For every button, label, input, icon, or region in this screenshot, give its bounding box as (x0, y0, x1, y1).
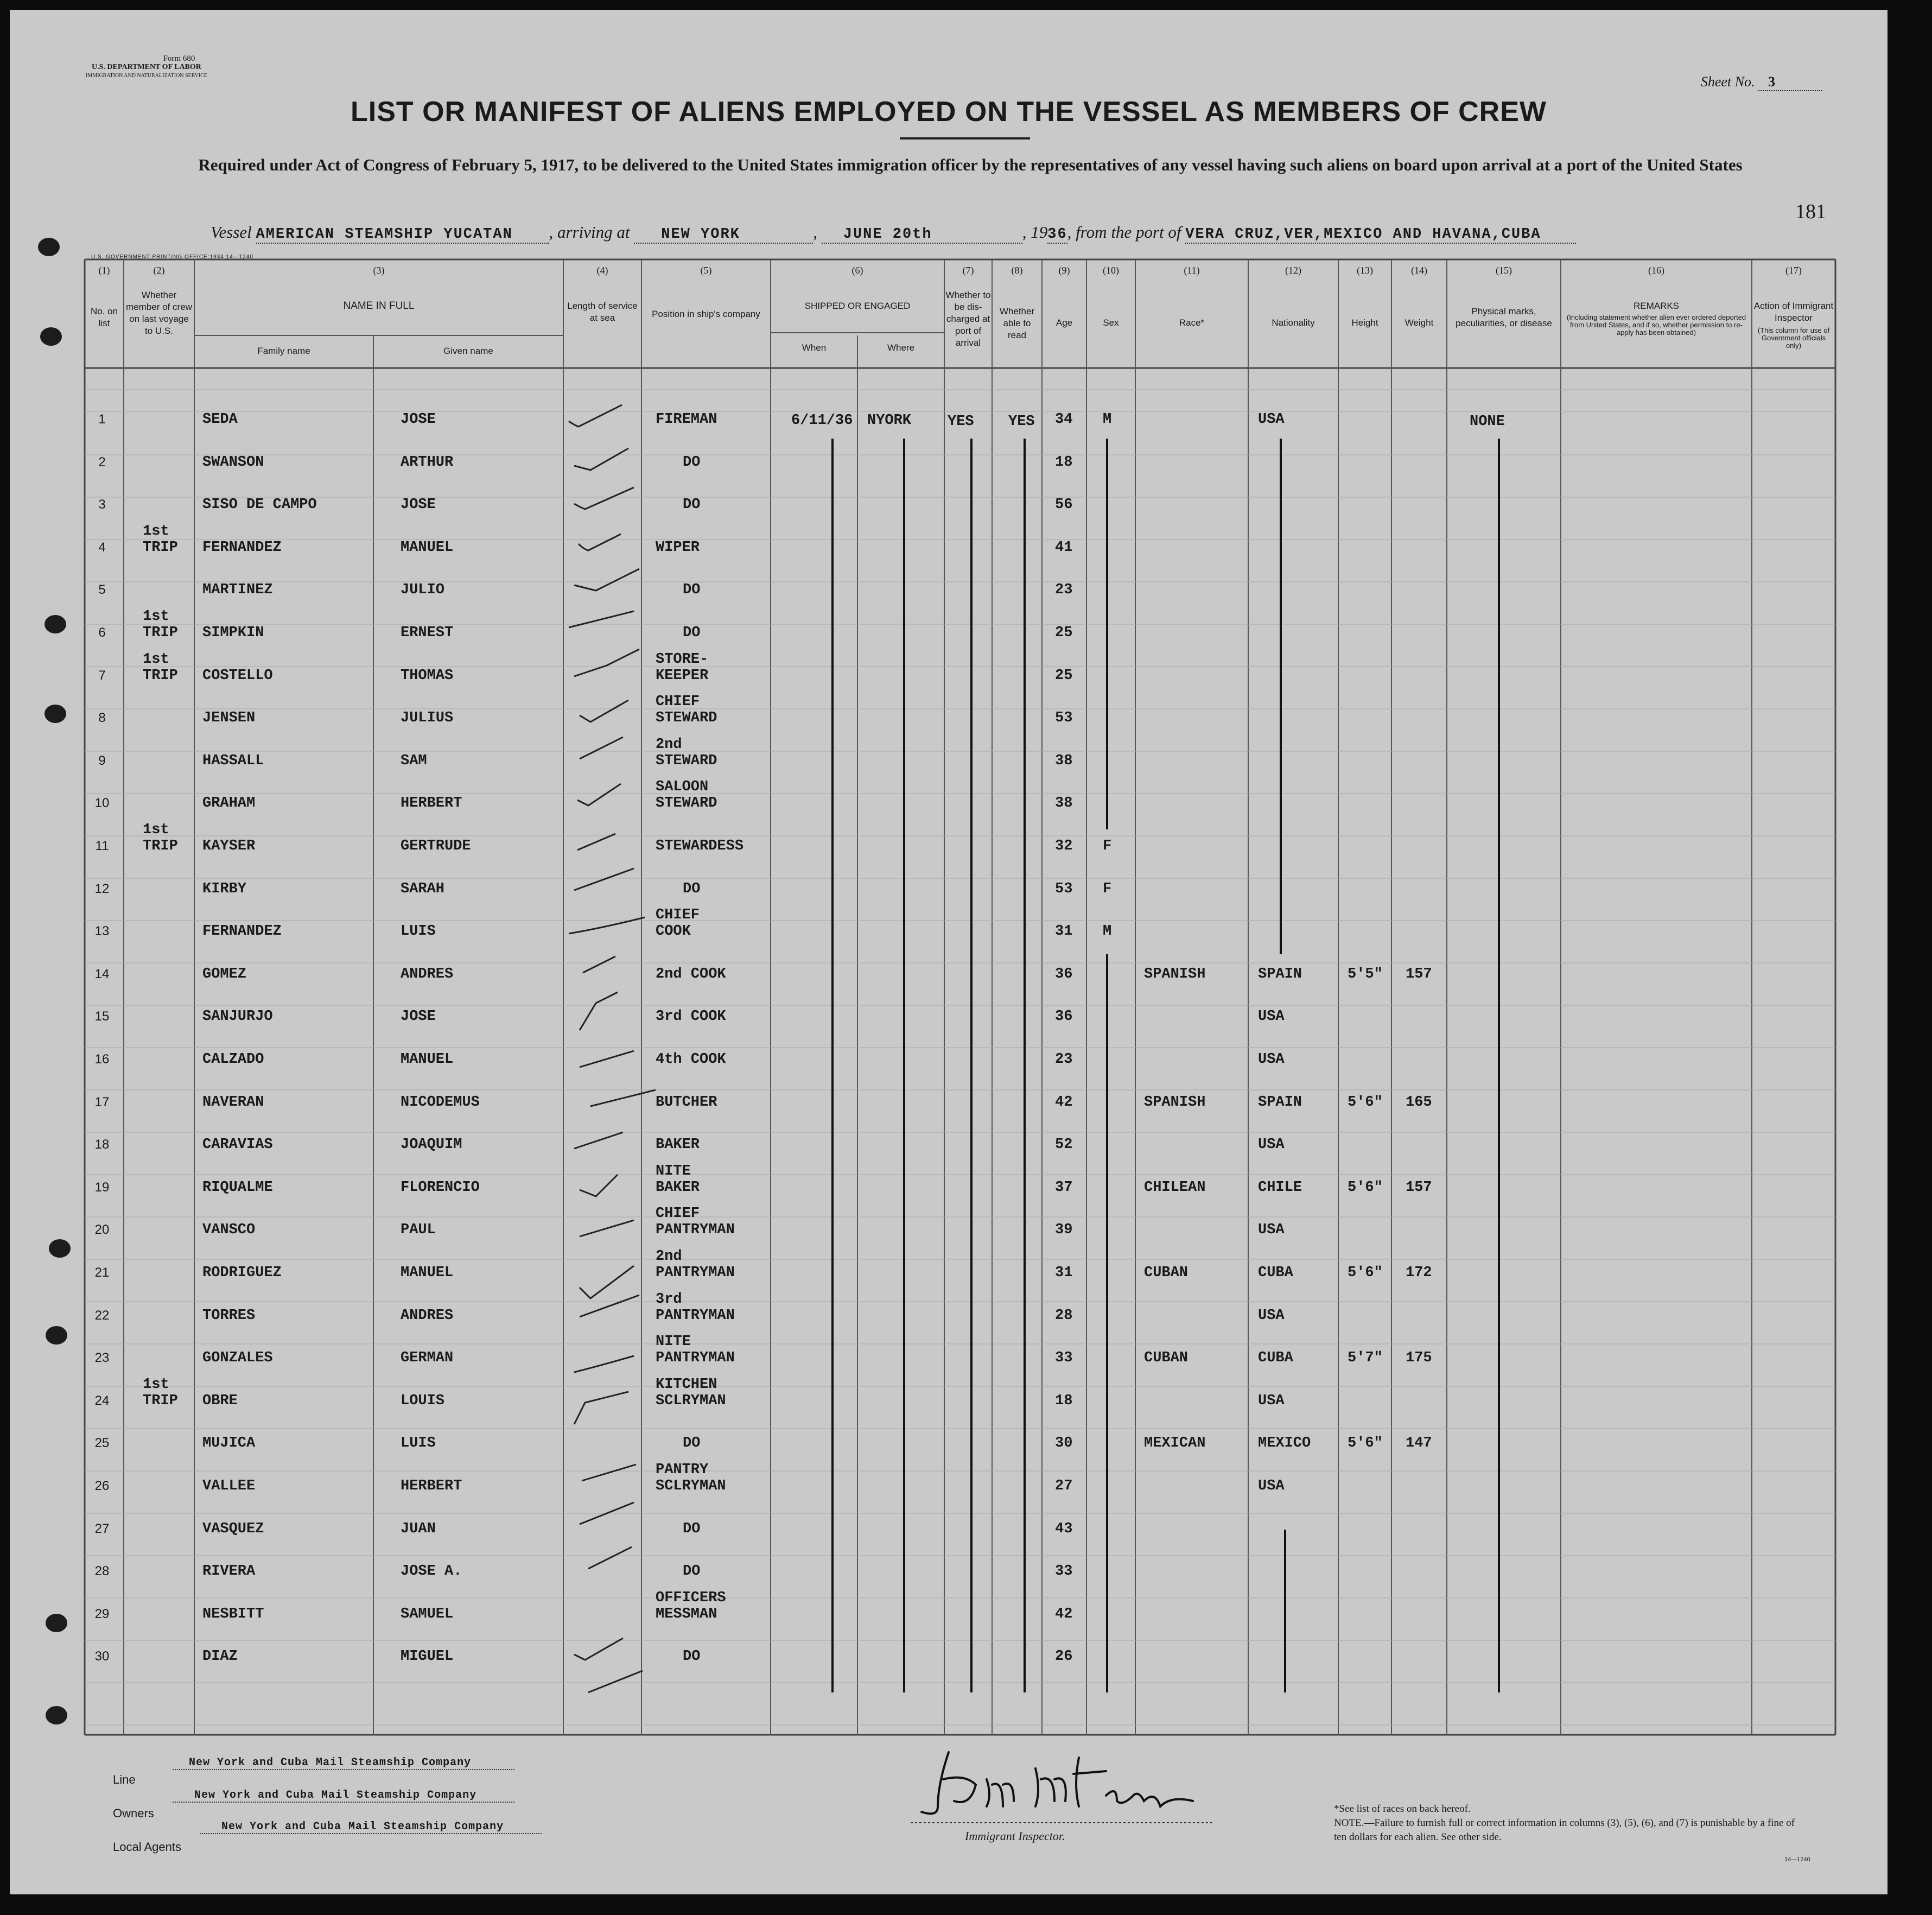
given-name: PAUL (401, 1222, 436, 1239)
table-row (10, 779, 1887, 836)
vessel-name: AMERICAN STEAMSHIP YUCATAN (256, 226, 513, 243)
header-no-on-list: No. on list (90, 306, 118, 328)
given-name: JOSE (401, 411, 436, 428)
family-name: HASSALL (202, 752, 264, 769)
weight: 175 (1406, 1350, 1432, 1367)
row-number: 1 (98, 412, 106, 427)
header-physical-marks: Physical marks, peculiarities, or disease (1456, 306, 1552, 328)
page-title: LIST OR MANIFEST OF ALIENS EMPLOYED ON THE VESSEL AS MEMBERS OF CREW (351, 96, 1547, 128)
age: 33 (1055, 1350, 1073, 1367)
position: 3rd PANTRYMAN (656, 1291, 735, 1324)
table-row (10, 1050, 1887, 1093)
family-name: VALLEE (202, 1478, 256, 1494)
family-name: DIAZ (202, 1648, 238, 1665)
nationality: USA (1258, 411, 1285, 428)
column-number: (5) (700, 265, 712, 276)
family-name: RIVERA (202, 1563, 256, 1580)
row-number: 3 (98, 497, 106, 512)
age: 31 (1055, 923, 1073, 940)
given-name: MANUEL (401, 539, 454, 556)
row-number: 11 (95, 839, 109, 853)
row-number: 20 (94, 1222, 110, 1238)
position: DO (683, 1563, 701, 1580)
header-weight: Weight (1404, 318, 1434, 328)
family-name: NESBITT (202, 1606, 264, 1622)
position: DO (683, 497, 701, 513)
table-row (10, 1206, 1887, 1263)
table-row (10, 1136, 1887, 1178)
given-name: HERBERT (401, 1478, 462, 1494)
family-name: MARTINEZ (202, 582, 273, 599)
row-number: 7 (98, 668, 106, 683)
last-voyage-note: 1st TRIP (143, 822, 178, 854)
vessel-line: Vessel AMERICAN STEAMSHIP YUCATAN , arriving at NEW YORK , JUNE 20th , 1936, from the port of VERA CRUZ,VER,MEXICO AND HAVANA,CUBA (211, 223, 1576, 244)
age: 33 (1055, 1563, 1073, 1580)
column-number: (10) (1103, 265, 1119, 276)
title-rule (900, 137, 1030, 139)
position: 3rd COOK (656, 1009, 726, 1025)
table-row (10, 1093, 1887, 1136)
table-row (10, 907, 1887, 965)
given-name: ANDRES (401, 1307, 454, 1324)
age: 43 (1055, 1520, 1073, 1537)
last-voyage-note: 1st TRIP (143, 523, 178, 556)
nationality: MEXICO (1258, 1435, 1311, 1452)
age: 23 (1055, 1051, 1073, 1068)
age: 34 (1055, 411, 1073, 428)
height: 5'6" (1348, 1179, 1383, 1196)
nationality: USA (1258, 1222, 1285, 1239)
family-name: FERNANDEZ (202, 539, 282, 556)
column-number: (1) (98, 265, 110, 276)
inspector-signature (911, 1741, 1215, 1828)
nationality: CHILE (1258, 1179, 1302, 1196)
row-number: 15 (94, 1009, 110, 1024)
column-number: (17) (1785, 265, 1802, 276)
row-number: 4 (98, 540, 106, 555)
position: WIPER (656, 539, 700, 556)
age: 32 (1055, 838, 1073, 854)
table-row (10, 1589, 1887, 1647)
row-number: 25 (94, 1436, 110, 1451)
punch-hole (40, 327, 62, 346)
table-row (10, 496, 1887, 538)
last-voyage-note: 1st TRIP (143, 608, 178, 641)
agents-value: New York and Cuba Mail Steamship Company (200, 1821, 542, 1834)
table-row (10, 453, 1887, 496)
column-number: (8) (1011, 265, 1023, 276)
position: DO (683, 625, 701, 641)
row-number: 28 (94, 1564, 110, 1579)
given-name: HERBERT (401, 795, 462, 812)
line-value: New York and Cuba Mail Steamship Company (173, 1757, 514, 1770)
sex: F (1103, 838, 1112, 854)
sheet-number: Sheet No. 3 (1701, 74, 1822, 91)
nationality: CUBA (1258, 1265, 1293, 1281)
row-number: 16 (94, 1052, 110, 1067)
family-name: FERNANDEZ (202, 923, 282, 940)
age: 28 (1055, 1307, 1073, 1324)
given-name: ANDRES (401, 966, 454, 982)
race: CHILEAN (1144, 1179, 1206, 1196)
given-name: GERMAN (401, 1350, 454, 1367)
header-age: Age (1056, 318, 1073, 328)
position: BAKER (656, 1137, 700, 1153)
form-identifier: Form 680 U.S. DEPARTMENT OF LABOR IMMIGRATION AND NATURALIZATION SERVICE (86, 54, 207, 79)
table-row (10, 523, 1887, 581)
given-name: FLORENCIO (401, 1179, 480, 1196)
position: FIREMAN (656, 411, 717, 428)
table-row (10, 651, 1887, 709)
position: PANTRY SCLRYMAN (656, 1462, 726, 1494)
given-name: JOSE (401, 497, 436, 513)
family-name: KAYSER (202, 838, 256, 854)
position: 2nd COOK (656, 966, 726, 982)
given-name: JULIO (401, 582, 445, 599)
column-number: (14) (1411, 265, 1427, 276)
table-row (10, 1376, 1887, 1434)
header-action: Action of Immigrant Inspector (1753, 301, 1834, 323)
row-number: 12 (94, 881, 110, 896)
family-name: SIMPKIN (202, 625, 264, 641)
punch-hole (38, 238, 60, 256)
shipped-where: NYORK (867, 413, 912, 429)
height: 5'7" (1348, 1350, 1383, 1367)
row-number: 19 (94, 1180, 110, 1195)
inspector-label: Immigrant Inspector. (965, 1829, 1065, 1843)
given-name: LUIS (401, 923, 436, 940)
nationality: USA (1258, 1137, 1285, 1153)
nationality: USA (1258, 1009, 1285, 1025)
family-name: KIRBY (202, 880, 247, 897)
race: CUBAN (1144, 1265, 1189, 1281)
header-name-in-full: NAME IN FULL (343, 300, 415, 312)
header-length-service: Length of service at sea (567, 301, 638, 323)
row-number: 21 (94, 1265, 110, 1280)
last-voyage-note: 1st TRIP (143, 651, 178, 684)
age: 18 (1055, 1392, 1073, 1409)
age: 38 (1055, 752, 1073, 769)
page-number: 181 (1795, 200, 1826, 223)
age: 37 (1055, 1179, 1073, 1196)
family-name: JENSEN (202, 710, 256, 727)
age: 52 (1055, 1137, 1073, 1153)
table-row (10, 1520, 1887, 1562)
table-row (10, 1647, 1887, 1690)
column-number: (16) (1648, 265, 1664, 276)
position: CHIEF COOK (656, 907, 700, 940)
header-when: When (802, 343, 827, 353)
family-name: GONZALES (202, 1350, 273, 1367)
header-action-note: (This column for use of Government officials only) (1757, 326, 1830, 350)
position: CHIEF STEWARD (656, 694, 717, 727)
weight: 172 (1406, 1265, 1432, 1281)
row-number: 6 (98, 625, 106, 640)
discharged-value: YES (948, 414, 974, 430)
age: 36 (1055, 1009, 1073, 1025)
header-remarks-note: (Including statement whether alien ever ordered deported from United States, and if so, whether permission to re-apply has been obtained) (1566, 313, 1746, 337)
family-name: NAVERAN (202, 1094, 264, 1111)
header-height: Height (1351, 318, 1378, 328)
given-name: JUAN (401, 1520, 436, 1537)
height: 5'5" (1348, 966, 1383, 982)
table-row (10, 880, 1887, 922)
age: 26 (1055, 1648, 1073, 1665)
race: CUBAN (1144, 1350, 1189, 1367)
age: 27 (1055, 1478, 1073, 1494)
table-row (10, 1434, 1887, 1476)
age: 30 (1055, 1435, 1073, 1452)
table-row (10, 965, 1887, 1007)
nationality: CUBA (1258, 1350, 1293, 1367)
position: NITE BAKER (656, 1163, 700, 1196)
age: 56 (1055, 497, 1073, 513)
position: OFFICERS MESSMAN (656, 1589, 726, 1622)
able-to-read-value: YES (1008, 414, 1035, 430)
row-number: 30 (94, 1649, 110, 1664)
height: 5'6" (1348, 1094, 1383, 1111)
family-name: VANSCO (202, 1222, 256, 1239)
row-number: 13 (94, 924, 110, 939)
header-nationality: Nationality (1272, 318, 1315, 328)
sex: M (1103, 923, 1112, 940)
footnote: *See list of races on back hereof. NOTE.—Failure to furnish full or correct information in columns (3), (5), (6), and (7) is punishable by a fine of ten dollars for each alien. See other side. (1334, 1803, 1795, 1843)
age: 25 (1055, 625, 1073, 641)
manifest-sheet (10, 10, 1887, 1894)
header-family-name: Family name (257, 346, 310, 356)
physical-marks-value: NONE (1470, 414, 1505, 430)
form-code: 14—1240 (1784, 1856, 1810, 1863)
header-last-voyage: Whether member of crew on last voyage to U.S. (126, 290, 192, 336)
table-row (10, 1291, 1887, 1349)
nationality: USA (1258, 1478, 1285, 1494)
given-name: LUIS (401, 1435, 436, 1452)
position: 2nd PANTRYMAN (656, 1248, 735, 1281)
given-name: MIGUEL (401, 1648, 454, 1665)
table-row (10, 1334, 1887, 1391)
weight: 165 (1406, 1094, 1432, 1111)
age: 42 (1055, 1094, 1073, 1111)
weight: 157 (1406, 966, 1432, 982)
position: DO (683, 1435, 701, 1452)
age: 53 (1055, 880, 1073, 897)
table-row (10, 822, 1887, 879)
given-name: JOSE (401, 1009, 436, 1025)
row-number: 10 (94, 796, 110, 811)
row-number: 22 (94, 1308, 110, 1323)
given-name: MANUEL (401, 1265, 454, 1281)
column-number: (12) (1285, 265, 1301, 276)
table-row (10, 694, 1887, 751)
column-number: (4) (596, 265, 608, 276)
column-number: (2) (153, 265, 165, 276)
family-name: VASQUEZ (202, 1520, 264, 1537)
nationality: SPAIN (1258, 966, 1302, 982)
column-number: (6) (851, 265, 863, 276)
given-name: JULIUS (401, 710, 454, 727)
page-subtitle: Required under Act of Congress of February 5, 1917, to be delivered to the United States immigration officer by the representatives of any vessel having such aliens on board upon arrival at a port of the United States (198, 155, 1743, 174)
height: 5'6" (1348, 1265, 1383, 1281)
sex: M (1103, 411, 1112, 428)
race: SPANISH (1144, 966, 1206, 982)
owners-value: New York and Cuba Mail Steamship Company (173, 1789, 514, 1803)
column-number: (7) (962, 265, 974, 276)
family-name: SWANSON (202, 454, 264, 471)
table-row (10, 1462, 1887, 1519)
position: STEWARDESS (656, 838, 744, 854)
arrival-date: JUNE 20th (843, 226, 932, 243)
position: BUTCHER (656, 1094, 717, 1111)
given-name: JOAQUIM (401, 1137, 462, 1153)
table-row (10, 736, 1887, 794)
given-name: GERTRUDE (401, 838, 471, 854)
header-able-to-read: Whether able to read (999, 306, 1035, 340)
age: 18 (1055, 454, 1073, 471)
column-number: (3) (373, 265, 385, 276)
family-name: RIQUALME (202, 1179, 273, 1196)
family-name: SISO DE CAMPO (202, 497, 317, 513)
header-position: Position in ship's company (652, 309, 760, 319)
shipped-when: 6/11/36 (791, 413, 853, 429)
header-race: Race* (1179, 318, 1205, 328)
position: NITE PANTRYMAN (656, 1334, 735, 1367)
punch-hole (46, 1706, 67, 1724)
given-name: SARAH (401, 880, 445, 897)
family-name: GOMEZ (202, 966, 247, 982)
row-number: 8 (98, 711, 106, 726)
nationality: USA (1258, 1051, 1285, 1068)
row-number: 2 (98, 454, 106, 470)
age: 39 (1055, 1222, 1073, 1239)
given-name: SAM (401, 752, 427, 769)
arrival-year: 36 (1047, 226, 1067, 243)
race: MEXICAN (1144, 1435, 1206, 1452)
row-number: 9 (98, 753, 106, 768)
weight: 157 (1406, 1179, 1432, 1196)
given-name: ERNEST (401, 625, 454, 641)
owners-label: Owners (113, 1806, 154, 1820)
row-number: 17 (94, 1094, 110, 1109)
family-name: CALZADO (202, 1051, 264, 1068)
position: SALOON STEWARD (656, 779, 717, 812)
row-number: 5 (98, 582, 106, 598)
position: 4th COOK (656, 1051, 726, 1068)
row-number: 24 (94, 1393, 110, 1408)
header-given-name: Given name (443, 346, 493, 356)
given-name: NICODEMUS (401, 1094, 480, 1111)
nationality: USA (1258, 1307, 1285, 1324)
age: 36 (1055, 966, 1073, 982)
table-row (10, 1248, 1887, 1306)
family-name: GRAHAM (202, 795, 256, 812)
age: 53 (1055, 710, 1073, 727)
agents-label: Local Agents (113, 1840, 181, 1854)
family-name: TORRES (202, 1307, 256, 1324)
position: 2nd STEWARD (656, 736, 717, 769)
age: 31 (1055, 1265, 1073, 1281)
column-number: (13) (1357, 265, 1373, 276)
arrival-port: NEW YORK (661, 226, 740, 243)
position: CHIEF PANTRYMAN (656, 1206, 735, 1239)
position: DO (683, 1520, 701, 1537)
age: 41 (1055, 539, 1073, 556)
family-name: SEDA (202, 411, 238, 428)
family-name: COSTELLO (202, 667, 273, 684)
header-shipped: SHIPPED OR ENGAGED (804, 301, 911, 311)
table-row (10, 608, 1887, 666)
printing-office-line: U.S. GOVERNMENT PRINTING OFFICE:1934 14—1240 (91, 254, 253, 260)
line-label: Line (113, 1773, 136, 1786)
position: DO (683, 582, 701, 599)
age: 38 (1055, 795, 1073, 812)
given-name: ARTHUR (401, 454, 454, 471)
sex: F (1103, 880, 1112, 897)
position: KITCHEN SCLRYMAN (656, 1376, 726, 1409)
header-discharged: Whether to be dis-charged at port of arrival (945, 290, 991, 348)
family-name: SANJURJO (202, 1009, 273, 1025)
given-name: THOMAS (401, 667, 454, 684)
table-row (10, 1007, 1887, 1050)
row-number: 26 (94, 1479, 110, 1493)
row-number: 29 (94, 1606, 110, 1621)
age: 23 (1055, 582, 1073, 599)
age: 25 (1055, 667, 1073, 684)
position: DO (683, 880, 701, 897)
table-row (10, 1163, 1887, 1221)
row-number: 18 (94, 1137, 110, 1152)
row-number: 23 (94, 1350, 110, 1366)
header-sex: Sex (1103, 318, 1119, 328)
nationality: USA (1258, 1392, 1285, 1409)
table-row (10, 581, 1887, 623)
weight: 147 (1406, 1435, 1432, 1452)
nationality: SPAIN (1258, 1094, 1302, 1111)
table-row (10, 1562, 1887, 1605)
given-name: SAMUEL (401, 1606, 454, 1622)
given-name: LOUIS (401, 1392, 445, 1409)
column-number: (15) (1496, 265, 1512, 276)
position: DO (683, 454, 701, 471)
position: STORE- KEEPER (656, 651, 709, 684)
age: 42 (1055, 1606, 1073, 1622)
departure-port: VERA CRUZ,VER,MEXICO AND HAVANA,CUBA (1185, 226, 1541, 243)
column-number: (11) (1184, 265, 1200, 276)
column-number: (9) (1058, 265, 1070, 276)
given-name: MANUEL (401, 1051, 454, 1068)
family-name: RODRIGUEZ (202, 1265, 282, 1281)
header-where: Where (887, 343, 915, 353)
family-name: MUJICA (202, 1435, 256, 1452)
race: SPANISH (1144, 1094, 1206, 1111)
family-name: OBRE (202, 1392, 238, 1409)
height: 5'6" (1348, 1435, 1383, 1452)
last-voyage-note: 1st TRIP (143, 1376, 178, 1409)
position: DO (683, 1648, 701, 1665)
given-name: JOSE A. (401, 1563, 462, 1580)
row-number: 14 (94, 966, 110, 981)
row-number: 27 (94, 1521, 110, 1536)
header-remarks: REMARKS (1633, 301, 1680, 311)
family-name: CARAVIAS (202, 1137, 273, 1153)
